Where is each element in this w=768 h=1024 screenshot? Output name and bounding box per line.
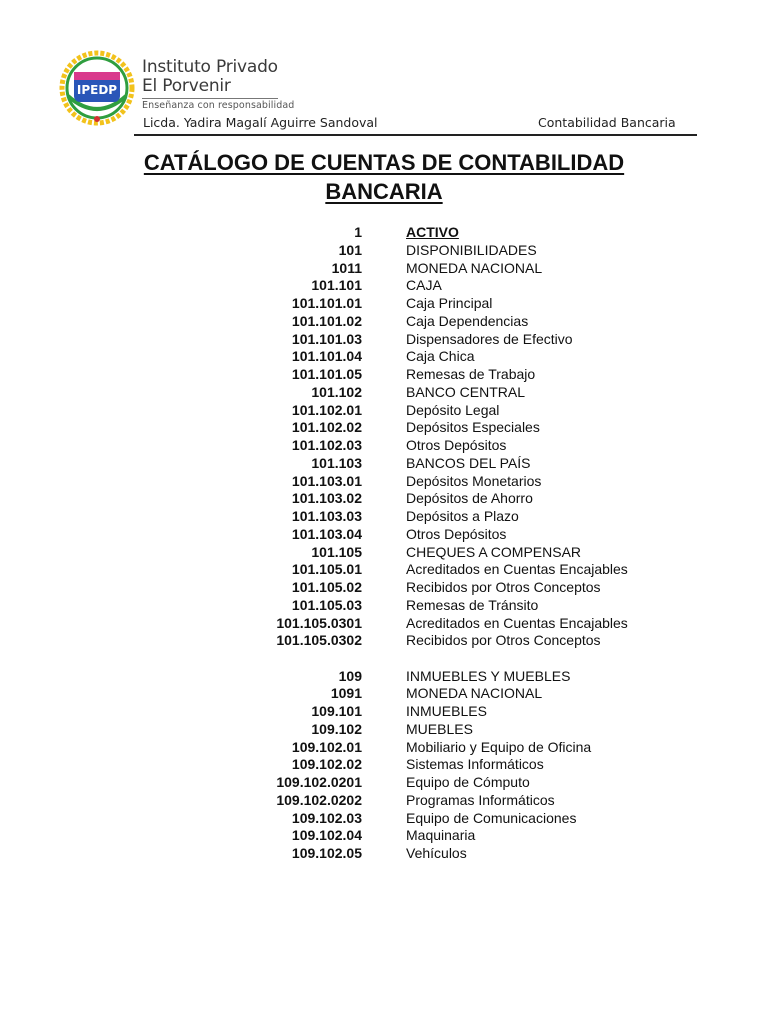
account-name: Mobiliario y Equipo de Oficina — [406, 738, 592, 755]
account-row — [0, 277, 768, 295]
author-name: Licda. Yadira Magalí Aguirre Sandoval — [143, 115, 378, 130]
account-row — [0, 437, 768, 455]
svg-text:IPEDP: IPEDP — [76, 83, 118, 97]
account-row — [0, 224, 768, 242]
account-code: 109.102 — [311, 720, 362, 737]
page-title-line2: BANCARIA — [325, 179, 443, 204]
account-code: 101.101.03 — [291, 330, 362, 347]
account-code: 101.103.01 — [291, 472, 362, 489]
account-row — [0, 526, 768, 544]
account-name: Sistemas Informáticos — [406, 756, 544, 773]
account-row — [0, 473, 768, 491]
account-code: 101.101.02 — [291, 312, 362, 329]
account-row — [0, 579, 768, 597]
account-code: 109.102.0202 — [276, 791, 362, 808]
account-name: Recibidos por Otros Conceptos — [406, 632, 601, 649]
page-title — [100, 148, 668, 206]
account-name: CAJA — [406, 277, 442, 294]
account-name: Acreditados en Cuentas Encajables — [406, 561, 628, 578]
account-code: 101.105.02 — [291, 579, 362, 595]
header-divider — [134, 134, 697, 136]
account-row — [0, 295, 768, 313]
account-name: Depósitos Monetarios — [406, 472, 542, 489]
account-name: Remesas de Tránsito — [406, 596, 539, 613]
account-name: MONEDA NACIONAL — [406, 259, 543, 276]
account-row — [0, 845, 768, 863]
account-code: 109.102.05 — [291, 845, 362, 861]
account-row — [0, 490, 768, 508]
logo-emblem-icon — [58, 50, 136, 126]
account-name: Acreditados en Cuentas Encajables — [406, 614, 628, 631]
account-code: 109 — [338, 667, 362, 684]
account-code: 101.103.04 — [291, 525, 362, 542]
account-name: Depósitos a Plazo — [406, 508, 519, 524]
account-name: Dispensadores de Efectivo — [406, 330, 573, 347]
account-code: 101.105.0301 — [276, 614, 362, 631]
account-row — [0, 756, 768, 774]
page-title-line1: CATÁLOGO DE CUENTAS DE CONTABILIDAD — [143, 150, 625, 175]
group-spacer — [0, 650, 768, 668]
account-catalog — [0, 224, 768, 863]
institution-logo — [58, 50, 136, 126]
account-row — [0, 668, 768, 686]
account-code: 1011 — [331, 259, 362, 276]
account-row — [0, 544, 768, 562]
account-row — [0, 508, 768, 526]
account-group-inmuebles — [0, 668, 768, 863]
account-code: 109.102.02 — [291, 756, 362, 773]
account-code: 101.105.03 — [291, 596, 362, 613]
subject-name: Contabilidad Bancaria — [538, 115, 676, 130]
account-row — [0, 721, 768, 739]
account-row — [0, 827, 768, 845]
account-name: Programas Informáticos — [406, 791, 555, 808]
account-code: 101.105 — [311, 543, 362, 560]
account-code: 101.101.01 — [291, 295, 362, 311]
account-name: Depósitos de Ahorro — [406, 490, 533, 507]
brand-divider — [142, 98, 278, 99]
account-row — [0, 366, 768, 384]
account-row — [0, 402, 768, 420]
account-code: 101.101.04 — [291, 348, 362, 365]
account-row — [0, 331, 768, 349]
account-row — [0, 810, 768, 828]
institution-tagline: Enseñanza con responsabilidad — [142, 100, 295, 111]
account-row — [0, 685, 768, 703]
account-name: DISPONIBILIDADES — [406, 241, 537, 258]
account-name: Depósito Legal — [406, 401, 500, 418]
account-code: 101.102.02 — [291, 419, 362, 436]
account-code: 101.101.05 — [291, 366, 362, 382]
account-code: 109.101 — [311, 703, 362, 719]
account-row — [0, 632, 768, 650]
account-name: Caja Chica — [406, 348, 475, 365]
institution-brand — [142, 58, 294, 111]
account-row — [0, 774, 768, 792]
account-name: Recibidos por Otros Conceptos — [406, 579, 601, 595]
account-name: CHEQUES A COMPENSAR — [406, 543, 582, 560]
account-code: 1091 — [330, 685, 362, 702]
account-name: INMUEBLES — [406, 703, 487, 719]
account-code: 101.103.02 — [291, 490, 362, 507]
account-name: MONEDA NACIONAL — [406, 685, 543, 702]
account-name: Otros Depósitos — [406, 525, 507, 542]
account-name: Remesas de Trabajo — [406, 366, 536, 382]
account-code: 101.101 — [311, 277, 362, 294]
account-row — [0, 561, 768, 579]
account-code: 101.105.0302 — [276, 632, 362, 649]
account-name: BANCOS DEL PAÍS — [406, 454, 531, 471]
account-row — [0, 455, 768, 473]
account-row — [0, 615, 768, 633]
account-name: Otros Depósitos — [406, 437, 507, 453]
institution-name-line1: Instituto Privado — [142, 57, 278, 77]
account-code: 101.105.01 — [291, 561, 362, 578]
account-row — [0, 597, 768, 615]
account-row — [0, 792, 768, 810]
institution-name-line2: El Porvenir — [142, 76, 231, 96]
account-row — [0, 739, 768, 757]
account-code: 109.102.01 — [291, 738, 362, 755]
account-name: Maquinaria — [406, 827, 476, 844]
account-name: Equipo de Comunicaciones — [406, 809, 577, 826]
account-code: 101.102 — [311, 383, 362, 400]
account-code: 109.102.03 — [291, 809, 362, 826]
account-row — [0, 313, 768, 331]
account-name: Depósitos Especiales — [406, 419, 540, 436]
account-name: INMUEBLES Y MUEBLES — [406, 667, 571, 684]
account-name: MUEBLES — [406, 720, 473, 737]
account-group-activo — [0, 224, 768, 650]
account-code: 101.102.01 — [291, 401, 362, 418]
account-name: BANCO CENTRAL — [406, 383, 526, 400]
account-code: 101.103.03 — [291, 508, 362, 524]
account-name: Equipo de Cómputo — [406, 774, 530, 790]
account-row — [0, 260, 768, 278]
account-code: 101.103 — [311, 454, 362, 471]
account-row — [0, 703, 768, 721]
account-code: 109.102.04 — [291, 827, 362, 844]
account-code: 1 — [354, 224, 362, 240]
account-name: Vehículos — [406, 845, 467, 861]
account-name: Caja Principal — [406, 295, 493, 311]
account-name: Caja Dependencias — [406, 312, 529, 329]
account-code: 101 — [338, 241, 362, 258]
account-row — [0, 348, 768, 366]
account-row — [0, 242, 768, 260]
account-row — [0, 419, 768, 437]
account-name: ACTIVO — [406, 224, 459, 240]
account-code: 101.102.03 — [291, 437, 362, 453]
account-row — [0, 384, 768, 402]
account-code: 109.102.0201 — [276, 774, 362, 790]
